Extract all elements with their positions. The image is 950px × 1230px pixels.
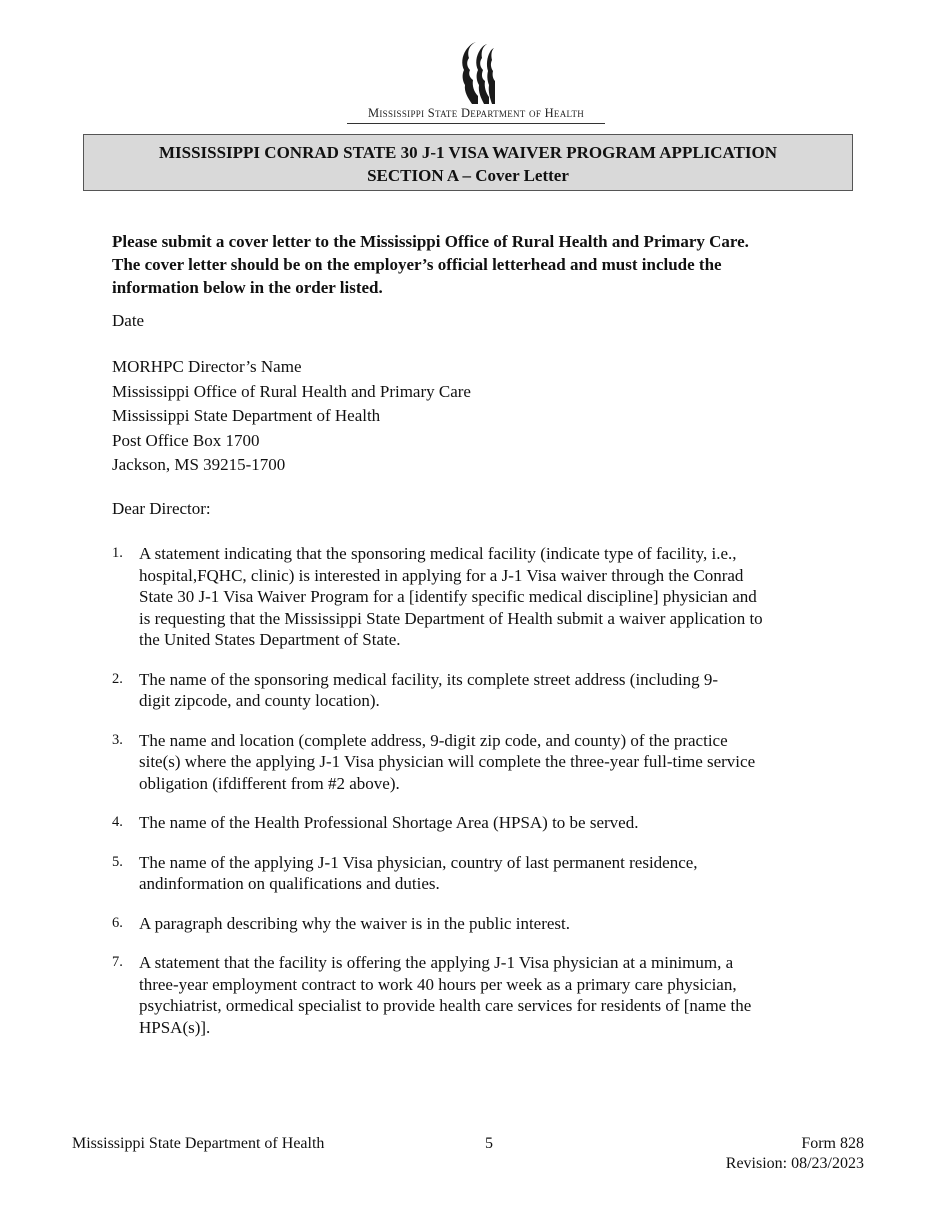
list-line: The name and location (complete address, 9-digit zip code, and county) of the practice: [139, 730, 728, 750]
list-number: 4.: [112, 814, 123, 830]
list-line: The name of the sponsoring medical facility, its complete street address (including 9-: [139, 669, 719, 689]
list-line: A statement indicating that the sponsoring medical facility (indicate type of facility, i.e.,: [139, 544, 737, 563]
instructions-line: The cover letter should be on the employer’s official letterhead and must include the: [112, 255, 722, 274]
list-line: A paragraph describing why the waiver is in the public interest.: [139, 913, 571, 933]
list-number: 2.: [112, 670, 123, 687]
address-line: MORHPC Director’s Name: [112, 357, 302, 376]
title-box: [83, 134, 853, 191]
list-line: is requesting that the Mississippi State Department of Health submit a waiver application to: [139, 608, 763, 628]
list-line: site(s) where the applying J-1 Visa physician will complete the three-year full-time service: [139, 752, 756, 771]
list-line: three-year employment contract to work 40 hours per week as a primary care physician,: [139, 974, 737, 994]
list-item: [112, 913, 832, 935]
list-item: [112, 543, 832, 651]
list-item: [112, 730, 832, 795]
list-item: [112, 812, 832, 834]
list-number: 5.: [112, 853, 123, 870]
section-title: SECTION A – Cover Letter: [367, 166, 569, 185]
instructions-line: information below in the order listed.: [112, 278, 383, 297]
address-line: Mississippi Office of Rural Health and Primary Care: [112, 381, 471, 401]
list-line: obligation (ifdifferent from #2 above).: [139, 773, 400, 793]
page-title: MISSISSIPPI CONRAD STATE 30 J-1 VISA WAIVER PROGRAM APPLICATION: [158, 143, 778, 162]
list-line: psychiatrist, ormedical specialist to provide health care services for residents of [name the: [139, 996, 752, 1015]
list-number: 1.: [112, 545, 123, 561]
address-line: Jackson, MS 39215-1700: [112, 455, 286, 474]
list-line: digit zipcode, and county location).: [139, 691, 380, 710]
logo-divider: [347, 123, 605, 124]
address-line: Mississippi State Department of Health: [112, 406, 381, 425]
list-item: [112, 669, 832, 712]
list-number: 6.: [112, 914, 123, 931]
salutation: Dear Director:: [112, 499, 211, 518]
list-line: the United States Department of State.: [139, 630, 401, 649]
list-line: HPSA(s)].: [139, 1017, 211, 1037]
instructions: [112, 230, 832, 299]
list-line: State 30 J-1 Visa Waiver Program for a [identify specific medical discipline] physician and: [139, 587, 757, 606]
footer-org: Mississippi State Department of Health: [72, 1135, 325, 1152]
list-line: A statement that the facility is offering the applying J-1 Visa physician at a minimum, a: [139, 953, 734, 972]
list-line: hospital,FQHC, clinic) is interested in applying for a J-1 Visa waiver through the Conrad: [139, 565, 744, 585]
footer-form-info: [726, 1134, 864, 1174]
address-block: [112, 355, 471, 478]
list-number: 3.: [112, 731, 123, 748]
address-line: Post Office Box 1700: [112, 430, 260, 450]
list-item: [112, 852, 832, 895]
list-item: [112, 952, 832, 1038]
instructions-line: Please submit a cover letter to the Mississippi Office of Rural Health and Primary Care.: [112, 232, 749, 251]
date-label: Date: [112, 311, 145, 330]
msdh-logo: [346, 40, 606, 124]
requirements-list: [112, 543, 832, 1056]
logo-text: Mississippi State Department of Health: [367, 106, 585, 120]
list-line: The name of the Health Professional Shortage Area (HPSA) to be served.: [139, 813, 639, 832]
form-number: Form 828: [801, 1135, 864, 1152]
profile-faces-icon: [454, 40, 498, 104]
list-line: andinformation on qualifications and duties.: [139, 874, 440, 893]
list-line: The name of the applying J-1 Visa physician, country of last permanent residence,: [139, 852, 698, 872]
page-number: 5: [485, 1135, 493, 1152]
list-number: 7.: [112, 954, 123, 970]
revision-date: Revision: 08/23/2023: [725, 1155, 864, 1172]
